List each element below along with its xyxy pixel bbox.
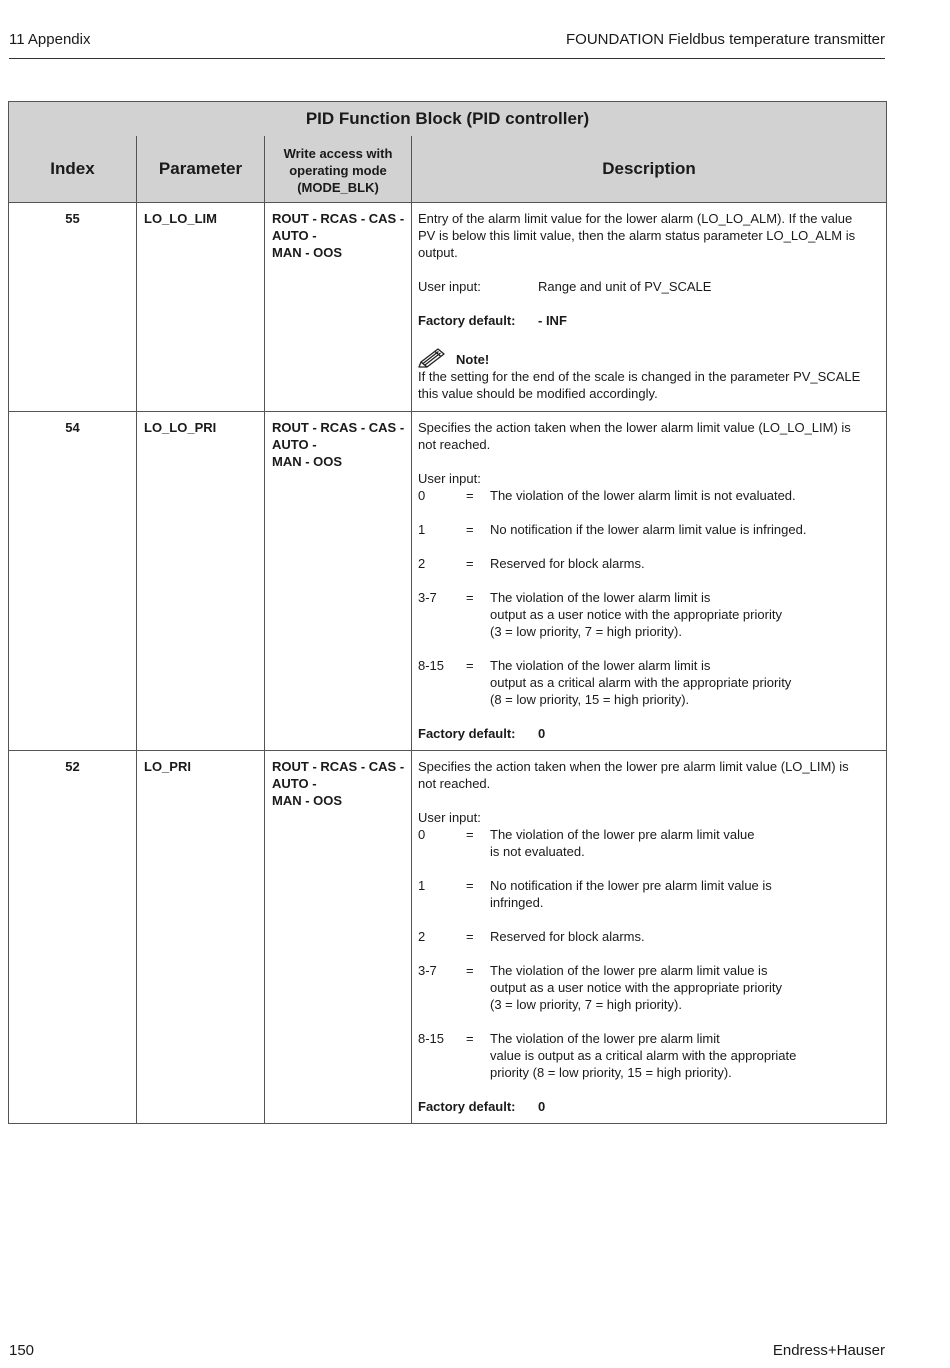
option-equals: = [466,1031,474,1046]
description-text: output. [418,245,458,260]
option-value: 8-15 [418,1031,445,1046]
option-text: Reserved for block alarms. [490,556,645,571]
option-item [418,589,880,640]
option-value: 3-7 [418,963,437,978]
row-description [412,412,887,751]
column-header-index: Index [9,136,137,203]
header-chapter: 11 Appendix [9,31,91,48]
factory-default-value: - INF [538,313,567,328]
option-value: 0 [418,827,426,842]
option-item [418,928,880,945]
user-input-label: User input: [418,810,481,825]
option-text: The violation of the lower alarm limit is not evaluated. [490,488,796,503]
row-index: 52 [9,751,137,1124]
factory-default [418,1098,880,1115]
row-index: 55 [9,203,137,412]
option-text: The violation of the lower pre alarm limit value is not evaluated. [490,827,755,859]
option-value: 0 [418,488,426,503]
row-parameter: LO_LO_PRI [137,412,265,751]
note-heading [418,346,880,368]
note-text: If the setting for the end of the scale is changed in the parameter PV_SCALE [418,369,861,384]
option-equals: = [466,556,474,571]
option-equals: = [466,929,474,944]
option-item [418,555,880,572]
mode-line: AUTO - [272,437,317,452]
header-document-title: FOUNDATION Fieldbus temperature transmitter [566,31,885,48]
mode-line: ROUT - RCAS - CAS - [272,759,405,774]
option-equals: = [466,878,474,893]
option-equals: = [466,827,474,842]
factory-default [418,725,880,742]
brand-name: Endress+Hauser [772,1342,885,1359]
option-value: 1 [418,878,426,893]
option-value: 2 [418,556,426,571]
option-value: 1 [418,522,426,537]
note-text: this value should be modified accordingly. [418,386,658,401]
option-text: No notification if the lower pre alarm limit value is infringed. [490,878,772,910]
table-header-row [9,136,887,203]
factory-default-label: Factory default: [418,313,516,328]
factory-default-value: 0 [538,726,546,741]
option-text: The violation of the lower alarm limit is output as a user notice with the appropriate priority (3 = low priority, 7 = high priority). [490,590,782,639]
column-header-write-access [265,136,412,203]
factory-default-value: 0 [538,1099,546,1114]
table-caption-row [9,102,887,137]
header-divider [9,58,885,59]
description-text: not reached. [418,437,491,452]
option-text: The violation of the lower alarm limit is output as a critical alarm with the appropriate priority (8 = low priority, 15 = high priority). [490,658,792,707]
option-text: The violation of the lower pre alarm limit value is output as a critical alarm with the appropriate priority (8 = low priority, 15 = high priority). [490,1031,797,1080]
user-input-label: User input: [418,279,481,294]
option-item [418,1030,880,1081]
option-text: The violation of the lower pre alarm limit value is output as a user notice with the appropriate priority (3 = low priority, 7 = high priority). [490,963,782,1012]
row-write-access [265,203,412,412]
row-index: 54 [9,412,137,751]
mode-line: ROUT - RCAS - CAS - [272,420,405,435]
page-number: 150 [9,1342,35,1359]
option-equals: = [466,488,474,503]
description-text: not reached. [418,776,491,791]
option-text: Reserved for block alarms. [490,929,645,944]
option-item [418,487,880,504]
factory-default-label: Factory default: [418,726,516,741]
column-header-parameter: Parameter [137,136,265,203]
mode-line: AUTO - [272,228,317,243]
row-write-access [265,751,412,1124]
table-caption: PID Function Block (PID controller) [9,102,887,137]
row-parameter: LO_PRI [137,751,265,1124]
option-item [418,877,880,911]
option-item [418,826,880,860]
mode-line: ROUT - RCAS - CAS - [272,211,405,226]
factory-default [418,312,880,329]
mode-line: MAN - OOS [272,454,343,469]
option-text: No notification if the lower alarm limit value is infringed. [490,522,807,537]
option-item [418,657,880,708]
write-access-line-3: (MODE_BLK) [297,179,379,195]
note-title: Note! [456,352,490,367]
factory-default-label: Factory default: [418,1099,516,1114]
option-item [418,962,880,1013]
option-equals: = [466,963,474,978]
user-input-value: Range and unit of PV_SCALE [538,279,712,294]
pid-parameter-table [8,101,887,1124]
row-description [412,751,887,1124]
option-item [418,521,880,538]
description-text: Specifies the action taken when the lower pre alarm limit value (LO_LIM) is [418,759,849,774]
table-row [9,751,887,1124]
option-equals: = [466,658,474,673]
user-input-label: User input: [418,471,481,486]
row-parameter: LO_LO_LIM [137,203,265,412]
user-input [418,278,880,295]
row-write-access [265,412,412,751]
column-header-description: Description [412,136,887,203]
mode-line: MAN - OOS [272,245,343,260]
option-value: 3-7 [418,590,437,605]
description-text: Specifies the action taken when the lower alarm limit value (LO_LO_LIM) is [418,420,851,435]
row-description [412,203,887,412]
write-access-line-2: operating mode [289,162,387,178]
table-row [9,412,887,751]
description-text: PV is below this limit value, then the alarm status parameter LO_LO_ALM is [418,228,856,243]
write-access-line-1: Write access with [283,145,393,161]
mode-line: AUTO - [272,776,317,791]
option-equals: = [466,590,474,605]
description-text: Entry of the alarm limit value for the lower alarm (LO_LO_ALM). If the value [418,211,853,226]
pencil-note-icon [418,346,448,368]
option-equals: = [466,522,474,537]
table-row [9,203,887,412]
mode-line: MAN - OOS [272,793,343,808]
option-value: 2 [418,929,426,944]
option-value: 8-15 [418,658,445,673]
